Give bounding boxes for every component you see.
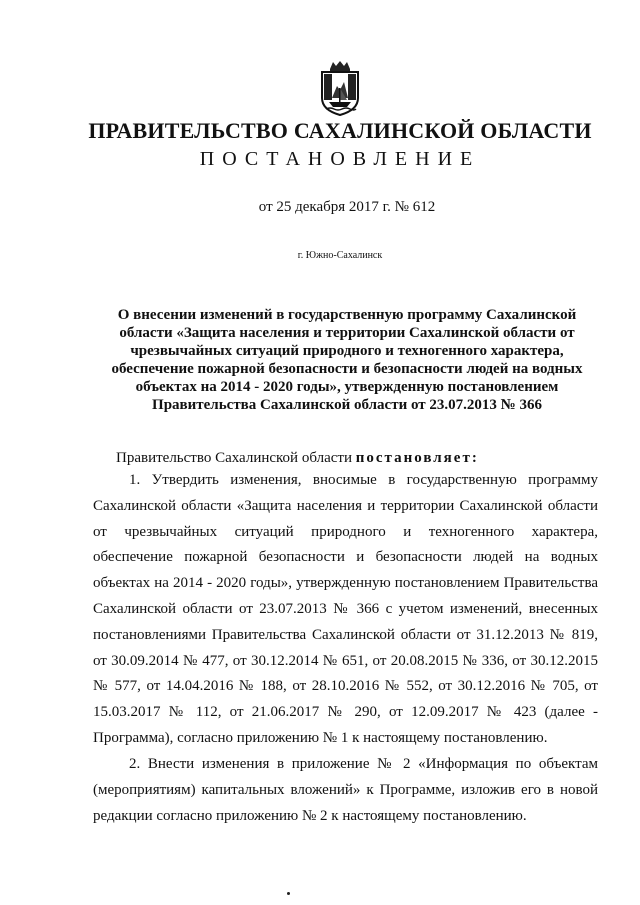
preamble-subject: Правительство Сахалинской области [116,450,352,466]
document-date-number: от 25 декабря 2017 г. № 612 [258,199,436,215]
preamble-verb: постановляет: [355,450,479,466]
paragraph-2: 2. Внести изменения в приложение № 2 «Информация по объектам (мероприятиям) капитальных вложений» к Программе, изложив его в новой редакции согласно приложению № 2 к настоящему постановлению. [93,756,598,824]
scan-speck [287,892,290,895]
document-kind: ПОСТАНОВЛЕНИЕ [199,148,481,170]
government-title: ПРАВИТЕЛЬСТВО САХАЛИНСКОЙ ОБЛАСТИ [88,118,592,143]
document-subject: О внесении изменений в государственную программу Сахалинской области «Защита населения и территории Сахалинской области от чрезвычайных ситуаций природного и техногенного характера, обеспечение пожарной безопасности и безопасности людей на водных объектах на 2014 - 2020 годы», утвержденную постановлением Правительства Сахалинской области от 23.07.2013 № 366 [111,307,583,413]
paragraph-1: 1. Утвердить изменения, вносимые в государственную программу Сахалинской области «Защита населения и территории Сахалинской области от чрезвычайных ситуаций природного и техногенного характера, обеспечение пожарной безопасности и безопасности людей на водных объектах на 2014 - 2020 годы», утвержденную постановлением Правительства Сахалинской области от 23.07.2013 № 366 с учетом изменений, внесенных постановлениями Правительства Сахалинской области от 31.12.2013 № 819, от 30.09.2014 № 477, от 30.12.2014 № 651, от 20.08.2015 № 336, от 30.12.2015 № 577, от 14.04.2016 № 188, от 28.10.2016 № 552, от 30.12.2016 № 705, от 15.03.2017 № 112, от 21.06.2017 № 290, от 12.09.2017 № 423 (далее - Программа), согласно приложению № 1 к настоящему постановлению. [93,472,598,746]
document-city: г. Южно-Сахалинск [297,250,383,261]
coat-of-arms-icon [317,60,363,116]
